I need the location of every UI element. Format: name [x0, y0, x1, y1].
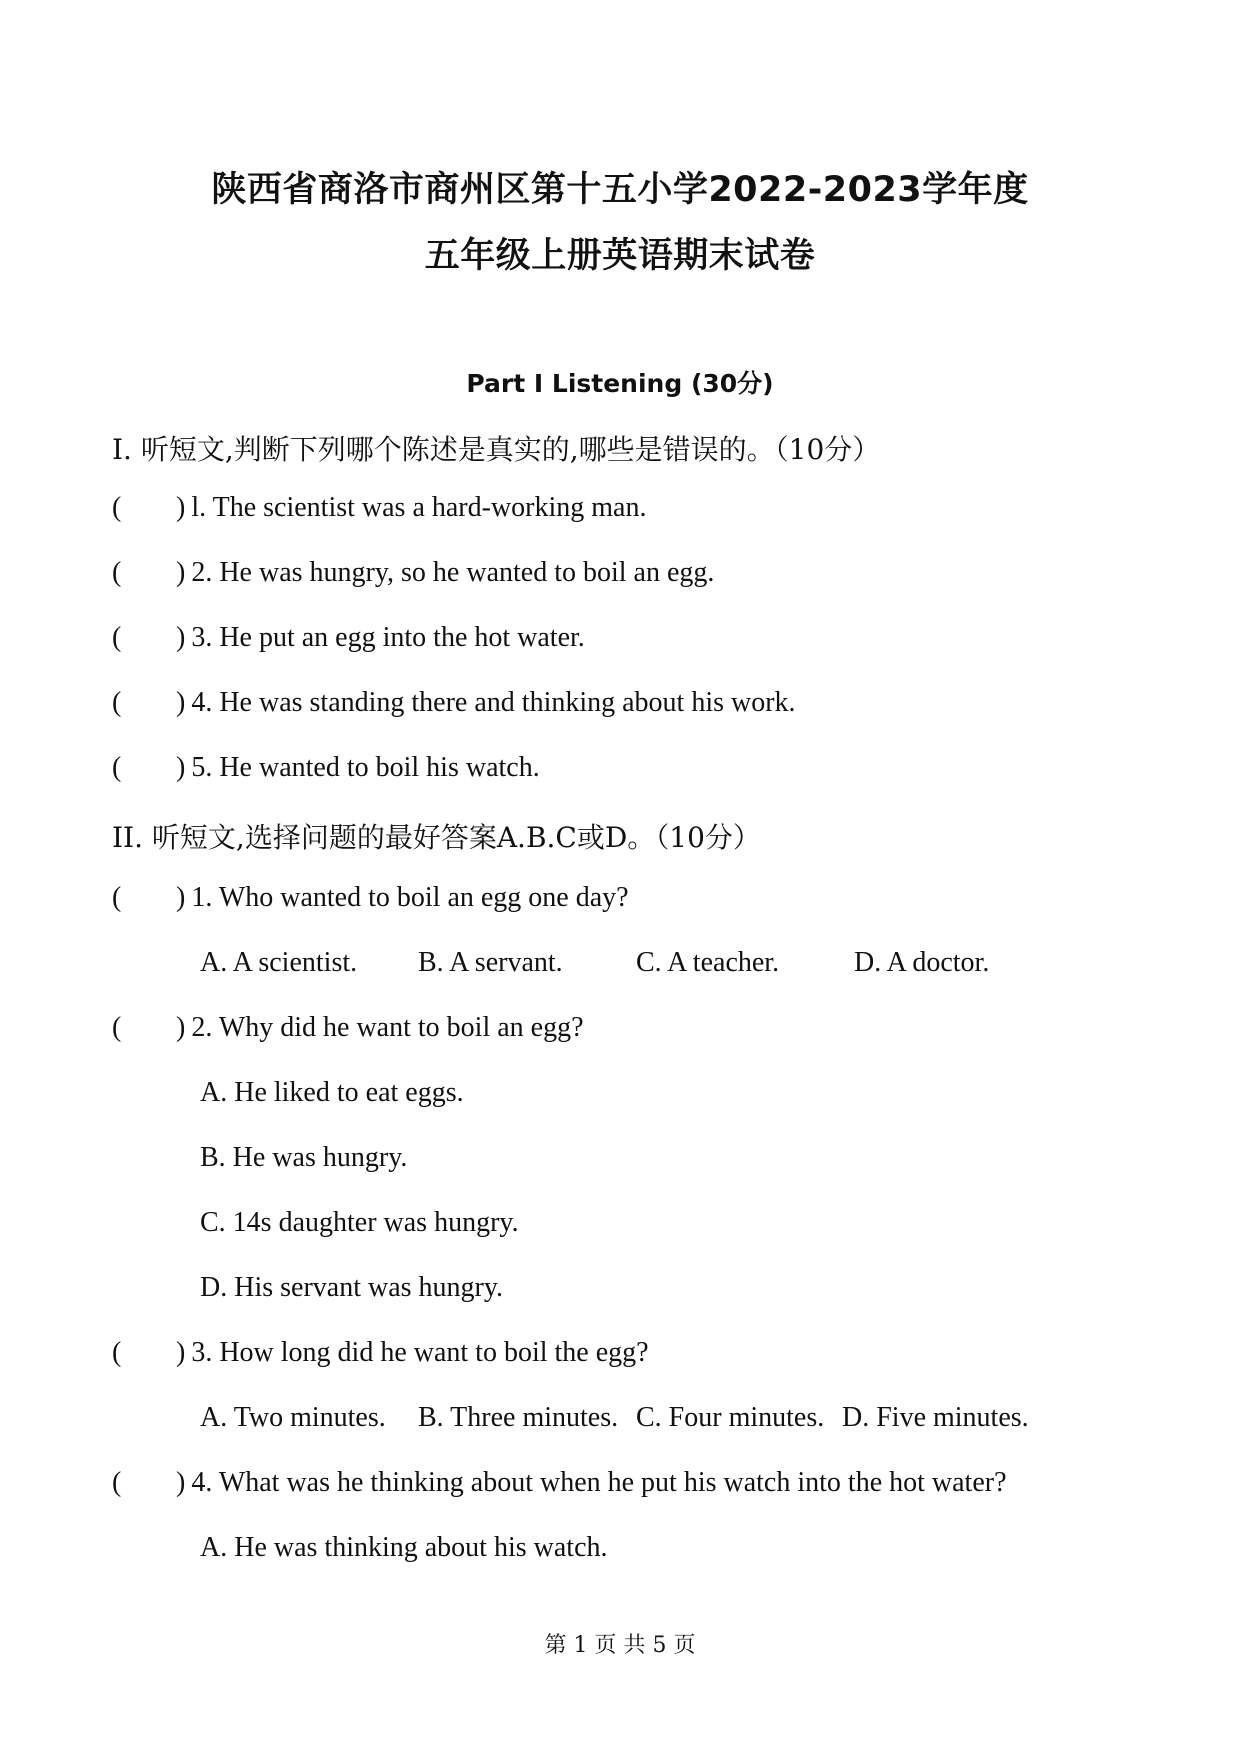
- question-text: 1. Who wanted to boil an egg one day?: [191, 882, 629, 913]
- answer-blank[interactable]: (: [112, 687, 122, 718]
- option: B. He was hungry.: [200, 1142, 408, 1173]
- statement-text: l. The scientist was a hard-working man.: [191, 492, 647, 523]
- judgement-item: ( ) 4. He was standing there and thinking about his work.: [112, 687, 796, 718]
- option: A. He liked to eat eggs.: [200, 1077, 464, 1108]
- option: D. A doctor.: [854, 947, 990, 978]
- answer-blank[interactable]: (: [112, 1467, 122, 1498]
- options-row: [0, 947, 1240, 987]
- option: C. Four minutes.: [636, 1402, 825, 1433]
- statement-text: 3. He put an egg into the hot water.: [191, 622, 585, 653]
- exam-title-line1: 陕西省商洛市商州区第十五小学2022-2023学年度: [211, 170, 1029, 210]
- answer-blank[interactable]: (: [112, 557, 122, 588]
- option: A. Two minutes.: [200, 1402, 386, 1433]
- section-1-heading: I. 听短文,判断下列哪个陈述是真实的,哪些是错误的。（10分）: [112, 433, 881, 466]
- judgement-item: ( ) l. The scientist was a hard-working man.: [112, 492, 647, 523]
- part-heading: Part Ⅰ Listening (30分): [466, 369, 774, 398]
- question-text: 2. Why did he want to boil an egg?: [191, 1012, 584, 1043]
- option: C. 14s daughter was hungry.: [200, 1207, 519, 1238]
- option: A. A scientist.: [200, 947, 358, 978]
- statement-text: 2. He was hungry, so he wanted to boil an egg.: [191, 557, 715, 588]
- option: B. Three minutes.: [418, 1402, 619, 1433]
- answer-blank[interactable]: (: [112, 1337, 122, 1368]
- question-text: 4. What was he thinking about when he put his watch into the hot water?: [191, 1467, 1007, 1498]
- answer-blank[interactable]: (: [112, 752, 122, 783]
- question-item: ( ) 3. How long did he want to boil the egg?: [112, 1337, 649, 1368]
- judgement-item: ( ) 5. He wanted to boil his watch.: [112, 752, 540, 783]
- options-row: [0, 1402, 1240, 1442]
- judgement-item: ( ) 3. He put an egg into the hot water.: [112, 622, 585, 653]
- option: D. Five minutes.: [842, 1402, 1029, 1433]
- answer-blank[interactable]: (: [112, 882, 122, 913]
- question-item: ( ) 2. Why did he want to boil an egg?: [112, 1012, 584, 1043]
- judgement-item: ( ) 2. He was hungry, so he wanted to boil an egg.: [112, 557, 715, 588]
- exam-title-line2: 五年级上册英语期末试卷: [424, 236, 816, 276]
- page-number: 第 1 页 共 5 页: [544, 1633, 696, 1658]
- answer-blank[interactable]: (: [112, 1012, 122, 1043]
- question-item: ( ) 4. What was he thinking about when he put his watch into the hot water?: [112, 1467, 1007, 1498]
- statement-text: 4. He was standing there and thinking about his work.: [191, 687, 796, 718]
- option: A. He was thinking about his watch.: [200, 1532, 608, 1563]
- statement-text: 5. He wanted to boil his watch.: [191, 752, 540, 783]
- option: B. A servant.: [418, 947, 563, 978]
- section-2-heading: II. 听短文,选择问题的最好答案A.B.C或D。（10分）: [112, 821, 761, 854]
- answer-blank[interactable]: (: [112, 622, 122, 653]
- question-text: 3. How long did he want to boil the egg?: [191, 1337, 649, 1368]
- option: D. His servant was hungry.: [200, 1272, 504, 1303]
- question-item: ( ) 1. Who wanted to boil an egg one day?: [112, 882, 629, 913]
- answer-blank[interactable]: (: [112, 492, 122, 523]
- option: C. A teacher.: [636, 947, 780, 978]
